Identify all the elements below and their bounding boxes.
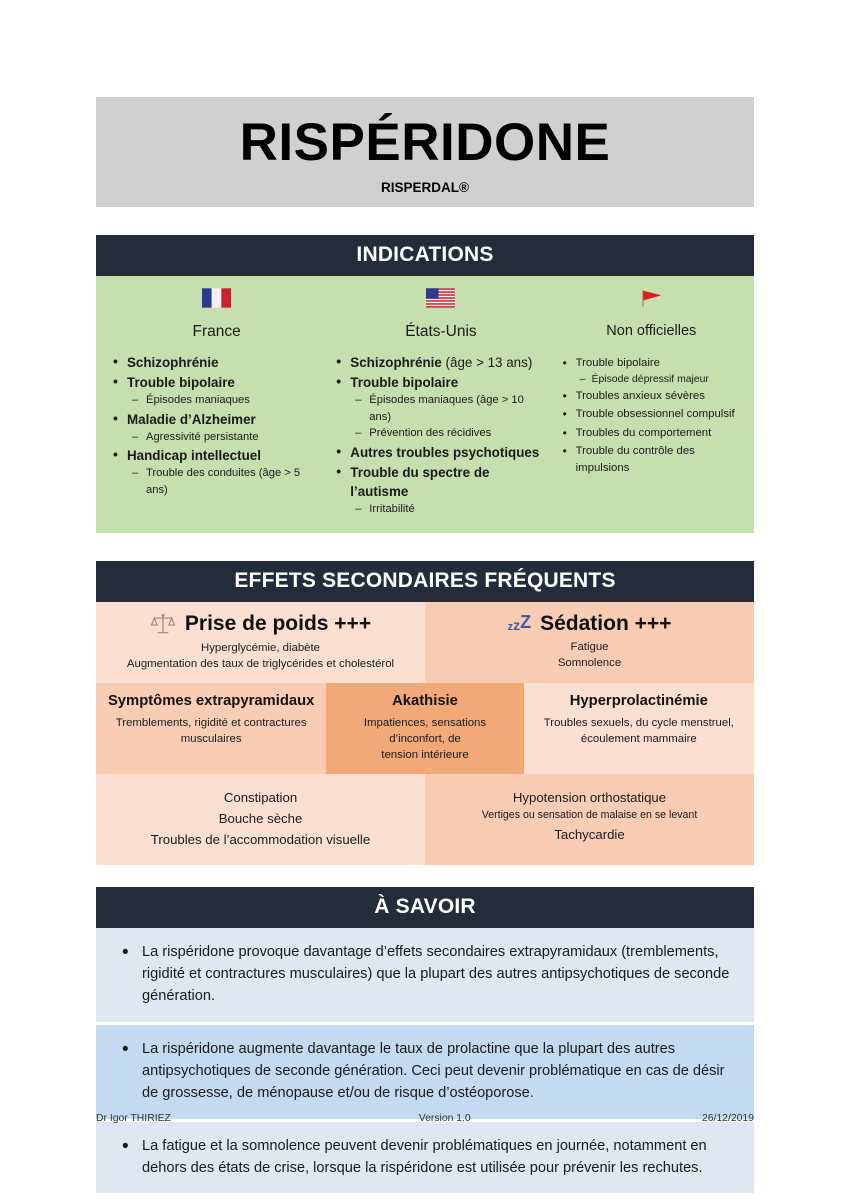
brand-name: RISPERDAL® (381, 179, 469, 195)
side-effect-detail: Fatigue (570, 641, 609, 654)
spacer (96, 533, 754, 561)
side-effect-detail: Hypotension orthostatique (512, 790, 667, 806)
flag-usa-wrap (333, 288, 548, 318)
indication-label: • Schizophrénie (110, 353, 323, 372)
side-effect-detail: tension intérieure (381, 748, 469, 761)
list-item (333, 373, 548, 442)
side-effects-grid (96, 602, 754, 865)
indications-column-non-officielles (553, 288, 744, 519)
side-effect-cell-symptomes-extrapyramidaux (96, 683, 326, 774)
side-effect-title: Prise de poids +++ (184, 612, 372, 636)
indication-sublabel: – Épisodes maniaques (âge > 10 ans) (333, 392, 548, 426)
side-effect-cell-hypotension (425, 774, 754, 864)
section-header-effets-secondaires: EFFETS SECONDAIRES FRÉQUENTS (96, 561, 754, 602)
indication-label: • Trouble bipolaire (110, 373, 323, 392)
balance-scale-icon (150, 611, 176, 637)
indication-label: • Maladie d’Alzheimer (110, 410, 323, 429)
sleep-zzz-icon: zzZ (507, 612, 532, 634)
a-savoir-item: • La rispéridone augmente davantage le taux de prolactine que la plupart des autres antipsychotiques de seconde génération. Ceci peut devenir problématique en cas de désir de grossesse, de ménopause et/ou de risque d’ostéoporose. (96, 1025, 754, 1119)
side-effect-detail: Troubles de l’accommodation visuelle (150, 832, 371, 848)
indication-label: • Trouble bipolaire (333, 373, 548, 392)
indication-label: • Trouble du spectre de l’autisme (333, 463, 548, 501)
sheet-content (96, 0, 754, 1193)
list-item (561, 443, 742, 477)
flag-france-wrap (110, 288, 323, 318)
indication-sublabel: – Irritabilité (333, 501, 548, 518)
indications-column-title: France (192, 322, 241, 340)
section-header-a-savoir: À SAVOIR (96, 887, 754, 928)
indication-label: • Autres troubles psychotiques (333, 443, 548, 462)
title-band (96, 97, 754, 207)
side-effects-row-3 (96, 774, 754, 864)
list-item (561, 355, 742, 388)
a-savoir-list (96, 928, 754, 1194)
list-item (561, 406, 742, 423)
indication-label: • Trouble obsessionnel compulsif (561, 406, 742, 423)
indication-label: • Trouble bipolaire (561, 355, 742, 372)
side-effect-title: Symptômes extrapyramidaux (107, 693, 315, 710)
side-effect-detail: Hyperglycémie, diabète (200, 641, 321, 654)
indication-sublabel: – Trouble des conduites (âge > 5 ans) (110, 465, 323, 499)
indications-panel (96, 276, 754, 533)
side-effects-row-1 (96, 602, 754, 683)
indication-sublabel: – Épisode dépressif majeur (561, 372, 742, 388)
indication-label: • Schizophrénie (âge > 13 ans) (333, 353, 548, 372)
list-item (333, 443, 548, 462)
footer-date: 26/12/2019 (701, 1113, 754, 1124)
indication-sublabel: – Épisodes maniaques (110, 392, 323, 409)
list-item (561, 388, 742, 405)
flag-usa-icon (426, 288, 455, 308)
footer-author: Dr Igor THIRIEZ (96, 1113, 171, 1124)
red-flag-icon (637, 288, 666, 308)
side-effect-title: Sédation +++ (540, 611, 672, 635)
side-effect-cell-akathisie (326, 683, 523, 774)
side-effect-detail: Tachycardie (554, 826, 625, 842)
side-effect-cell-hyperprolactinemie (524, 683, 754, 774)
list-item (333, 463, 548, 518)
side-effect-detail: musculaires (180, 732, 242, 745)
indication-sublabel: – Prévention des récidives (333, 425, 548, 442)
side-effect-detail: Impatiences, sensations d’inconfort, de (363, 716, 487, 745)
side-effect-detail: Troubles sexuels, du cycle menstruel, (543, 716, 734, 729)
indication-sublabel: – Agressivité persistante (110, 429, 323, 446)
side-effect-detail: Constipation (223, 790, 298, 806)
list-item (333, 353, 548, 372)
side-effects-row-2 (96, 683, 754, 774)
page-title: RISPÉRIDONE (239, 113, 611, 172)
indications-column-etats-unis (329, 288, 552, 519)
side-effect-cell-sedation (425, 602, 754, 683)
side-effect-cell-prise-de-poids (96, 602, 425, 683)
indication-label: • Troubles anxieux sévères (561, 388, 742, 405)
indications-column-title: États-Unis (405, 322, 477, 340)
a-savoir-item: • La fatigue et la somnolence peuvent devenir problématiques en journée, notamment en dehors des états de crise, lorsque la rispéridone est utilisée pour prévenir les rechutes. (96, 1122, 754, 1194)
side-effect-detail: Augmentation des taux de triglycérides et cholestérol (126, 658, 395, 671)
side-effect-cell-anticholinergiques (96, 774, 425, 864)
indications-column-title: Non officielles (606, 322, 697, 339)
indication-label: • Troubles du comportement (561, 425, 742, 442)
side-effect-heading (435, 611, 744, 636)
indications-list-france (110, 353, 323, 499)
section-header-indications: INDICATIONS (96, 235, 754, 276)
page-footer (96, 1113, 754, 1124)
list-item (110, 353, 323, 372)
list-item (110, 446, 323, 499)
side-effect-heading (106, 611, 415, 637)
flag-france-icon (202, 288, 231, 308)
side-effect-detail: Vertiges ou sensation de malaise en se levant (481, 809, 698, 822)
spacer (96, 207, 754, 235)
side-effect-title: Hyperprolactinémie (569, 693, 708, 710)
side-effect-detail: Tremblements, rigidité et contractures (115, 716, 307, 729)
list-item (110, 373, 323, 409)
side-effect-title: Akathisie (392, 693, 458, 710)
side-effect-detail: Somnolence (557, 657, 622, 670)
indications-column-france (106, 288, 329, 519)
indications-list-non-officielles (561, 355, 742, 477)
indications-list-etats-unis (333, 353, 548, 518)
list-item (561, 425, 742, 442)
side-effect-detail: Bouche sèche (218, 811, 303, 827)
indication-label: • Trouble du contrôle des impulsions (561, 443, 742, 477)
footer-version: Version 1.0 (418, 1113, 471, 1124)
a-savoir-item: • La rispéridone provoque davantage d’effets secondaires extrapyramidaux (tremblements, rigidité et contractures musculaires) que la plupart des autres antipsychotiques de seconde génération. (96, 928, 754, 1022)
red-flag-wrap (561, 288, 742, 318)
side-effect-detail: écoulement mammaire (580, 732, 697, 745)
spacer (96, 865, 754, 887)
list-item (110, 410, 323, 446)
indication-label: • Handicap intellectuel (110, 446, 323, 465)
